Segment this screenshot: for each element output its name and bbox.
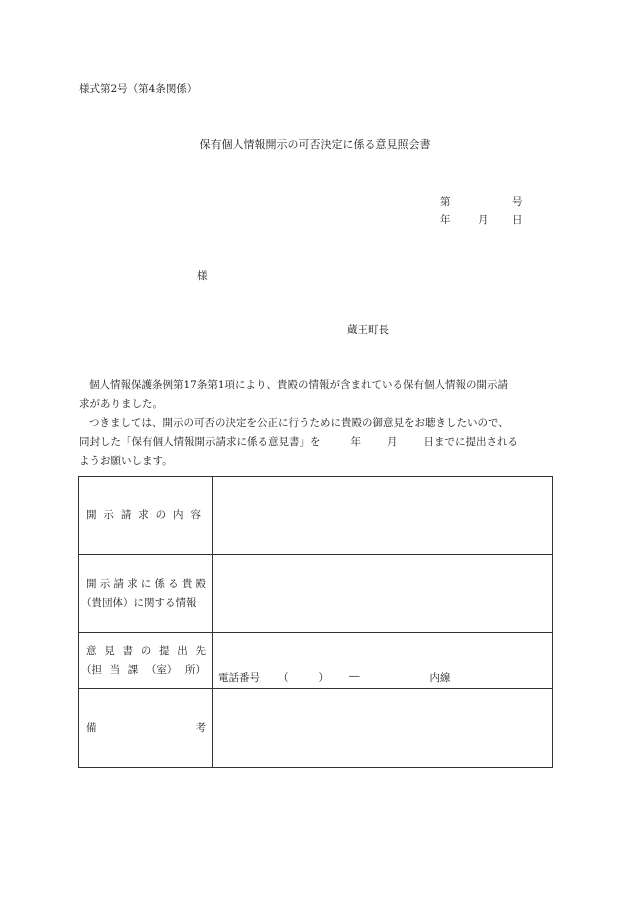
label-char: 示 xyxy=(103,509,114,521)
phone-area-open: （ xyxy=(278,672,289,684)
date-month: 月 xyxy=(478,214,489,226)
label-char: に xyxy=(140,577,152,590)
form-number: 様式第2号（第4条関係） xyxy=(79,83,198,95)
deadline-year: 年 xyxy=(350,436,361,448)
label-char: 示 xyxy=(99,577,111,590)
label-char: 提 xyxy=(159,644,170,657)
body-p2-line2-a: 同封した「保有個人情報開示請求に係る意見書」を xyxy=(79,436,321,448)
body-p2-line3: ようお願いします。 xyxy=(79,455,173,467)
label-char: 所） xyxy=(185,663,206,676)
phone-line xyxy=(218,670,451,685)
body-text xyxy=(79,376,557,471)
label-char: 当 xyxy=(109,663,121,676)
label-char: 内 xyxy=(173,509,184,521)
date-day: 日 xyxy=(512,214,523,226)
addressee-suffix: 様 xyxy=(197,270,208,282)
label-char: の xyxy=(155,509,167,521)
body-p2-line2-b: 日までに提出される xyxy=(423,436,518,448)
request-content-field[interactable] xyxy=(213,477,553,555)
label-char: （担 xyxy=(81,663,102,676)
label-char: 見 xyxy=(104,644,115,657)
label-char: 殿 xyxy=(195,577,206,590)
label-char: 備 xyxy=(86,721,97,734)
label-char: 貴 xyxy=(181,577,193,590)
label-line: （貴団体）に関する情報 xyxy=(81,596,197,609)
phone-label: 電話番号 xyxy=(218,672,260,684)
label-char: 意 xyxy=(86,644,97,657)
label-char: 容 xyxy=(190,509,201,521)
body-p2-line1: つきましては、開示の可否の決定を公正に行うために貴殿の御意見をお聴きしたいので、 xyxy=(89,417,509,429)
label-char: 係 xyxy=(154,577,165,590)
body-p1-line2: 求がありました。 xyxy=(79,398,163,410)
label-char: 出 xyxy=(177,644,188,657)
sender-name: 蔵王町長 xyxy=(347,324,389,336)
label-char: 求 xyxy=(127,577,138,590)
body-p1-line1: 個人情報保護条例第17条第1項により、貴殿の情報が含まれている保有個人情報の開示請 xyxy=(89,379,509,391)
related-info-field[interactable] xyxy=(213,555,553,633)
remarks-field[interactable] xyxy=(213,689,553,768)
deadline-month: 月 xyxy=(387,436,398,448)
phone-area-close: ） xyxy=(318,672,329,684)
label-remarks xyxy=(79,689,213,768)
label-char: 請 xyxy=(113,577,124,590)
label-char: 求 xyxy=(138,509,149,521)
label-related-info xyxy=(79,555,213,633)
extension-label: 内線 xyxy=(429,672,451,684)
document-title: 保有個人情報開示の可否決定に係る意見照会書 xyxy=(199,138,431,151)
label-char: 考 xyxy=(195,721,206,734)
date-year: 年 xyxy=(440,214,451,226)
request-info-table xyxy=(78,476,553,768)
label-request-content xyxy=(79,477,213,555)
label-char: 書 xyxy=(122,644,133,657)
ref-go: 号 xyxy=(512,196,523,208)
ref-dai: 第 xyxy=(440,196,451,208)
label-char: （室） xyxy=(145,663,178,676)
label-char: 開 xyxy=(86,509,97,521)
label-char: 開 xyxy=(86,577,97,590)
phone-dash: ― xyxy=(349,670,360,682)
label-char: る xyxy=(168,577,179,590)
label-char: 課 xyxy=(127,663,139,676)
label-char: 先 xyxy=(195,644,206,657)
label-char: 請 xyxy=(120,509,132,521)
submission-dest-field[interactable] xyxy=(213,633,553,689)
label-char: の xyxy=(140,644,152,657)
body-p2-line2 xyxy=(79,433,557,452)
label-submission-dest xyxy=(79,633,213,689)
